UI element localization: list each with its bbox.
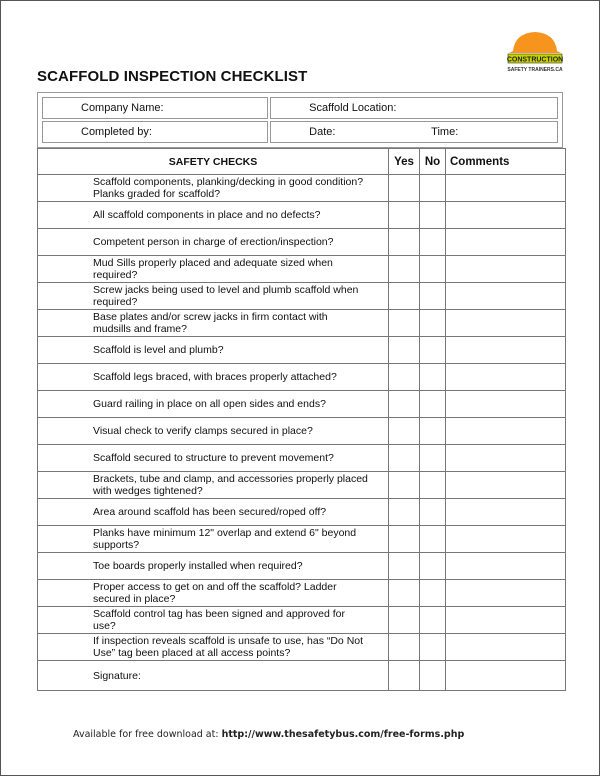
no-cell[interactable] [420, 391, 446, 418]
footer-text: Available for free download at: [73, 729, 222, 740]
check-item: Scaffold legs braced, with braces properly attached? [38, 364, 389, 391]
yes-cell[interactable] [389, 661, 420, 691]
check-item: Guard railing in place on all open sides and ends? [38, 391, 389, 418]
no-cell[interactable] [420, 256, 446, 283]
yes-cell[interactable] [389, 175, 420, 202]
table-row [38, 607, 566, 634]
safety-checks-table [37, 148, 566, 691]
table-row [38, 364, 566, 391]
no-cell[interactable] [420, 526, 446, 553]
no-cell[interactable] [420, 472, 446, 499]
footer-link[interactable]: http://www.thesafetybus.com/free-forms.php [221, 729, 465, 740]
table-row [38, 391, 566, 418]
table-row [38, 499, 566, 526]
no-cell[interactable] [420, 364, 446, 391]
table-row [38, 418, 566, 445]
yes-cell[interactable] [389, 526, 420, 553]
check-item: Area around scaffold has been secured/roped off? [38, 499, 389, 526]
date-time-field[interactable] [270, 121, 558, 143]
comments-cell[interactable] [446, 337, 566, 364]
yes-cell[interactable] [389, 445, 420, 472]
footer [73, 729, 464, 740]
comments-cell[interactable] [446, 580, 566, 607]
info-section [37, 92, 563, 148]
table-row [38, 445, 566, 472]
completed-by-label: Completed by: [81, 126, 152, 138]
no-cell[interactable] [420, 418, 446, 445]
comments-cell[interactable] [446, 607, 566, 634]
no-cell[interactable] [420, 580, 446, 607]
comments-cell[interactable] [446, 283, 566, 310]
scaffold-location-label: Scaffold Location: [309, 102, 397, 114]
no-cell[interactable] [420, 229, 446, 256]
yes-cell[interactable] [389, 499, 420, 526]
comments-cell[interactable] [446, 499, 566, 526]
header-safety-checks: SAFETY CHECKS [38, 149, 389, 175]
yes-cell[interactable] [389, 580, 420, 607]
completed-by-field[interactable] [42, 121, 268, 143]
comments-cell[interactable] [446, 391, 566, 418]
check-item: Proper access to get on and off the scaffold? Ladder secured in place? [38, 580, 389, 607]
table-row [38, 553, 566, 580]
yes-cell[interactable] [389, 283, 420, 310]
no-cell[interactable] [420, 607, 446, 634]
comments-cell[interactable] [446, 634, 566, 661]
no-cell[interactable] [420, 202, 446, 229]
table-row [38, 634, 566, 661]
check-item: Scaffold control tag has been signed and approved for use? [38, 607, 389, 634]
time-label: Time: [431, 126, 459, 138]
header-yes: Yes [389, 149, 420, 175]
table-row [38, 256, 566, 283]
yes-cell[interactable] [389, 634, 420, 661]
check-item: Signature: [38, 661, 389, 691]
comments-cell[interactable] [446, 229, 566, 256]
comments-cell[interactable] [446, 661, 566, 691]
comments-cell[interactable] [446, 418, 566, 445]
no-cell[interactable] [420, 499, 446, 526]
check-item: Competent person in charge of erection/inspection? [38, 229, 389, 256]
comments-cell[interactable] [446, 310, 566, 337]
header-comments: Comments [446, 149, 566, 175]
check-item: If inspection reveals scaffold is unsafe to use, has “Do Not Use” tag been placed at all access points? [38, 634, 389, 661]
date-label: Date: [309, 126, 336, 138]
yes-cell[interactable] [389, 418, 420, 445]
comments-cell[interactable] [446, 445, 566, 472]
table-row [38, 472, 566, 499]
yes-cell[interactable] [389, 337, 420, 364]
svg-text:CONSTRUCTION: CONSTRUCTION [507, 56, 563, 64]
yes-cell[interactable] [389, 391, 420, 418]
check-item: Visual check to verify clamps secured in place? [38, 418, 389, 445]
table-row [38, 661, 566, 691]
no-cell[interactable] [420, 175, 446, 202]
company-name-field[interactable] [42, 97, 268, 119]
comments-cell[interactable] [446, 202, 566, 229]
no-cell[interactable] [420, 337, 446, 364]
table-row [38, 580, 566, 607]
construction-safety-logo [507, 29, 563, 77]
check-item: Mud Sills properly placed and adequate sized when required? [38, 256, 389, 283]
comments-cell[interactable] [446, 175, 566, 202]
scaffold-location-field[interactable] [270, 97, 558, 119]
yes-cell[interactable] [389, 256, 420, 283]
yes-cell[interactable] [389, 607, 420, 634]
table-row [38, 283, 566, 310]
table-row [38, 229, 566, 256]
yes-cell[interactable] [389, 364, 420, 391]
table-row [38, 337, 566, 364]
no-cell[interactable] [420, 634, 446, 661]
header-no: No [420, 149, 446, 175]
table-row [38, 310, 566, 337]
yes-cell[interactable] [389, 472, 420, 499]
yes-cell[interactable] [389, 229, 420, 256]
no-cell[interactable] [420, 445, 446, 472]
check-item: Base plates and/or screw jacks in firm contact with mudsills and frame? [38, 310, 389, 337]
check-item: Scaffold is level and plumb? [38, 337, 389, 364]
table-row [38, 526, 566, 553]
no-cell[interactable] [420, 283, 446, 310]
comments-cell[interactable] [446, 364, 566, 391]
yes-cell[interactable] [389, 310, 420, 337]
comments-cell[interactable] [446, 256, 566, 283]
table-row [38, 202, 566, 229]
no-cell[interactable] [420, 310, 446, 337]
svg-text:SAFETY TRAINERS.CA: SAFETY TRAINERS.CA [507, 67, 563, 73]
check-item: Brackets, tube and clamp, and accessories properly placed with wedges tightened? [38, 472, 389, 499]
check-item: Screw jacks being used to level and plumb scaffold when required? [38, 283, 389, 310]
no-cell[interactable] [420, 661, 446, 691]
yes-cell[interactable] [389, 202, 420, 229]
check-item: All scaffold components in place and no defects? [38, 202, 389, 229]
comments-cell[interactable] [446, 553, 566, 580]
company-name-label: Company Name: [81, 102, 164, 114]
comments-cell[interactable] [446, 526, 566, 553]
no-cell[interactable] [420, 553, 446, 580]
page-title: SCAFFOLD INSPECTION CHECKLIST [37, 68, 308, 85]
check-item: Toe boards properly installed when required? [38, 553, 389, 580]
check-item: Scaffold secured to structure to prevent movement? [38, 445, 389, 472]
check-item: Scaffold components, planking/decking in good condition? Planks graded for scaffold? [38, 175, 389, 202]
check-item: Planks have minimum 12" overlap and extend 6" beyond supports? [38, 526, 389, 553]
table-row [38, 175, 566, 202]
yes-cell[interactable] [389, 553, 420, 580]
comments-cell[interactable] [446, 472, 566, 499]
